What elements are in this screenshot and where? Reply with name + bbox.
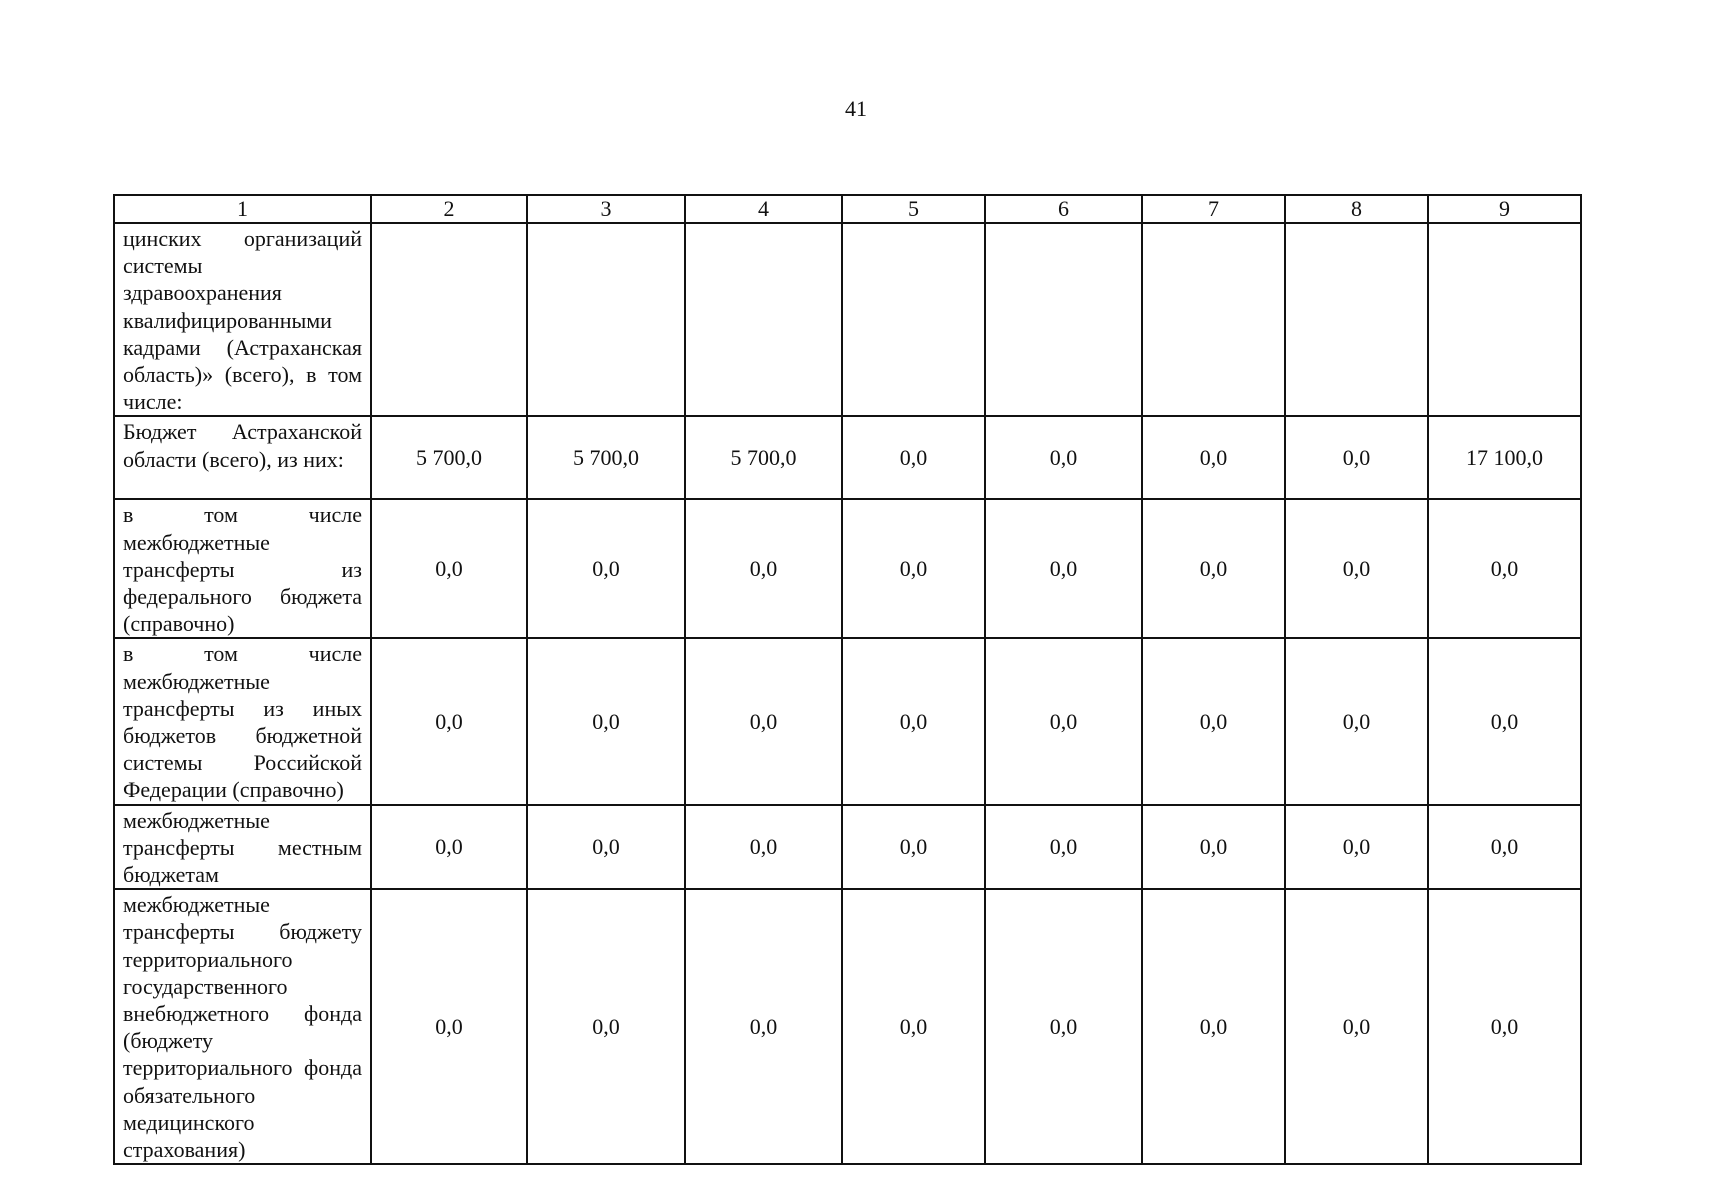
column-header: 6 xyxy=(985,195,1142,223)
table-cell: 0,0 xyxy=(371,499,527,638)
table-cell: 0,0 xyxy=(1285,499,1428,638)
table-cell xyxy=(1285,223,1428,416)
table-cell: 0,0 xyxy=(1285,805,1428,890)
table-cell: 0,0 xyxy=(985,805,1142,890)
table-cell: 5 700,0 xyxy=(527,416,685,499)
budget-table xyxy=(113,194,1582,1165)
column-header: 9 xyxy=(1428,195,1581,223)
table-cell: 0,0 xyxy=(685,499,842,638)
table-cell: 0,0 xyxy=(685,805,842,890)
table-cell xyxy=(985,223,1142,416)
table-cell: 0,0 xyxy=(1428,889,1581,1164)
table-cell xyxy=(842,223,985,416)
table-cell: 0,0 xyxy=(842,499,985,638)
table-cell: 0,0 xyxy=(985,416,1142,499)
table-row xyxy=(114,889,1581,1164)
row-label: цинских организаций системы здравоохранения квалифицированными кадрами (Астраханская область)» (всего), в том числе: xyxy=(114,223,371,416)
row-label: Бюджет Астраханской области (всего), из них: xyxy=(114,416,371,499)
table-cell: 0,0 xyxy=(1428,638,1581,804)
row-label: межбюджетные трансферты местным бюджетам xyxy=(114,805,371,890)
table-cell: 0,0 xyxy=(842,889,985,1164)
table-cell xyxy=(685,223,842,416)
table-cell: 0,0 xyxy=(685,638,842,804)
table-row xyxy=(114,499,1581,638)
table-cell: 0,0 xyxy=(1142,805,1285,890)
row-label: межбюджетные трансферты бюджету территориального государственного внебюджетного фонда (бюджету территориального фонда обязательного медицинского страхования) xyxy=(114,889,371,1164)
table-row xyxy=(114,416,1581,499)
table-cell: 0,0 xyxy=(527,638,685,804)
table-cell: 0,0 xyxy=(1285,416,1428,499)
page-number: 41 xyxy=(845,96,867,121)
table-cell: 0,0 xyxy=(1428,805,1581,890)
table-cell: 0,0 xyxy=(527,805,685,890)
column-header: 2 xyxy=(371,195,527,223)
table-header-row xyxy=(114,195,1581,223)
column-header: 8 xyxy=(1285,195,1428,223)
table-cell: 0,0 xyxy=(1142,889,1285,1164)
table-cell: 0,0 xyxy=(1142,499,1285,638)
row-label: в том числе межбюджетные трансферты из федерального бюджета (справочно) xyxy=(114,499,371,638)
table-cell: 0,0 xyxy=(985,638,1142,804)
table-cell: 0,0 xyxy=(371,889,527,1164)
table-cell: 5 700,0 xyxy=(371,416,527,499)
column-header: 5 xyxy=(842,195,985,223)
column-header: 4 xyxy=(685,195,842,223)
table-cell: 0,0 xyxy=(371,805,527,890)
table-cell: 0,0 xyxy=(1285,889,1428,1164)
column-header: 3 xyxy=(527,195,685,223)
table-cell: 0,0 xyxy=(842,638,985,804)
column-header: 1 xyxy=(114,195,371,223)
table-cell: 0,0 xyxy=(685,889,842,1164)
table-cell xyxy=(1142,223,1285,416)
table-cell: 0,0 xyxy=(842,416,985,499)
table-cell: 5 700,0 xyxy=(685,416,842,499)
table-cell: 0,0 xyxy=(527,499,685,638)
table-cell xyxy=(527,223,685,416)
row-label: в том числе межбюджетные трансферты из иных бюджетов бюджетной системы Российской Федерации (справочно) xyxy=(114,638,371,804)
table-row xyxy=(114,805,1581,890)
table-cell: 0,0 xyxy=(985,499,1142,638)
table-cell: 0,0 xyxy=(1142,416,1285,499)
table-row xyxy=(114,638,1581,804)
table-cell: 0,0 xyxy=(842,805,985,890)
table-row xyxy=(114,223,1581,416)
table-cell xyxy=(371,223,527,416)
column-header: 7 xyxy=(1142,195,1285,223)
table-cell xyxy=(1428,223,1581,416)
table-cell: 0,0 xyxy=(985,889,1142,1164)
table-cell: 0,0 xyxy=(1285,638,1428,804)
table-cell: 0,0 xyxy=(371,638,527,804)
table-cell: 0,0 xyxy=(1142,638,1285,804)
table-cell: 0,0 xyxy=(1428,499,1581,638)
table-cell: 0,0 xyxy=(527,889,685,1164)
table-cell: 17 100,0 xyxy=(1428,416,1581,499)
